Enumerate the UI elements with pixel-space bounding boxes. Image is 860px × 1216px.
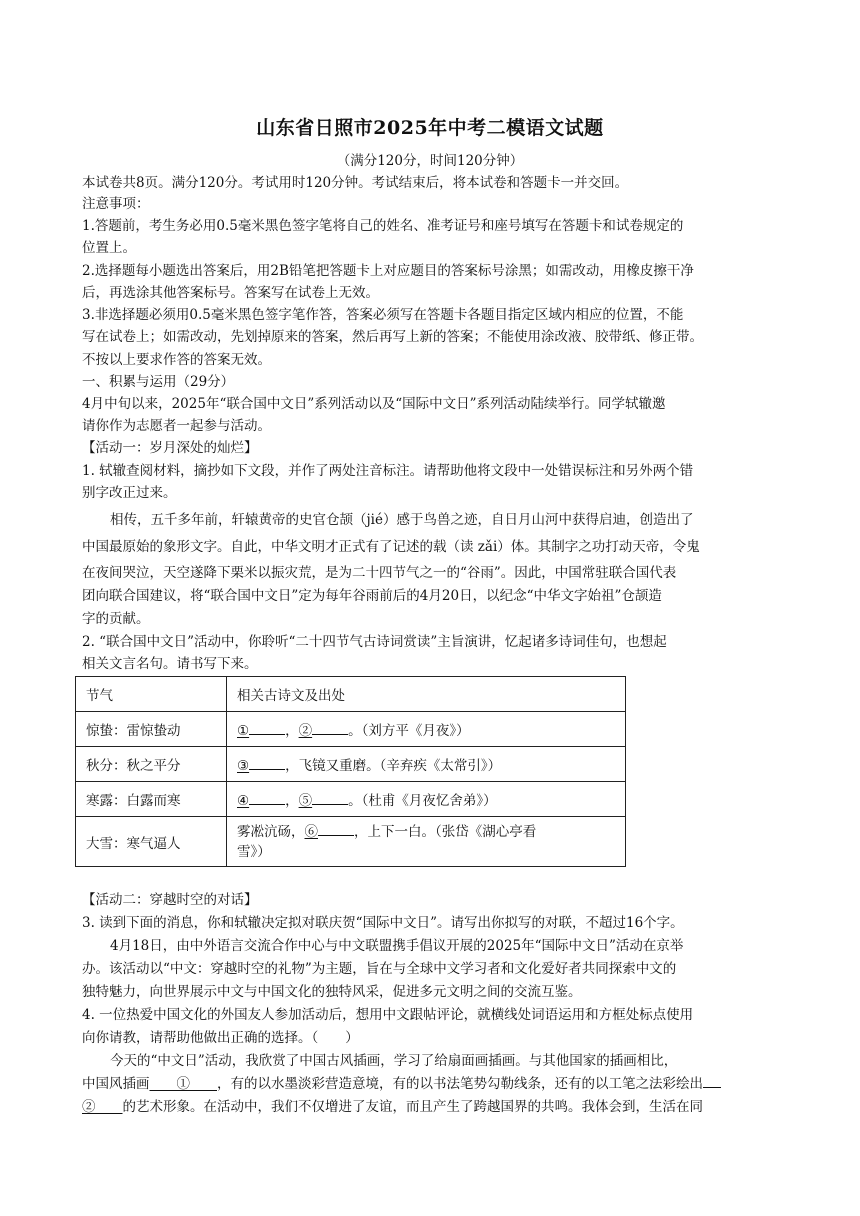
poem-table [75, 676, 626, 867]
page-title: 山东省日照市2025年中考二模语文试题 [256, 117, 604, 139]
intro-line: 后，再选涂其他答案标号。答案写在试卷上无效。 [82, 285, 379, 301]
separator: ， [285, 723, 299, 739]
table-row [76, 747, 626, 782]
reading-line [82, 1074, 721, 1094]
activity-heading: 【活动二：穿越时空的对话】 [82, 892, 258, 908]
passage-line: 字的贡献。 [82, 611, 150, 627]
table-row [76, 712, 626, 747]
poem-cell [227, 747, 626, 782]
solar-term-cell: 秋分：秋之平分 [76, 747, 227, 782]
poem-cell [227, 782, 626, 817]
blank-marker: ② [298, 723, 313, 739]
blank-marker [150, 1076, 218, 1092]
blank-number: ① [176, 1076, 190, 1092]
paragraph-line: 4月中旬以来，2025年“联合国中文日”系列活动以及“国际中文日”系列活动陆续举行。同学轼辙邀 [82, 396, 666, 412]
question-line: 1. 轼辙查阅材料，摘抄如下文段，并作了两处注音标注。请帮助他将文段中一处错误标注和另外两个错 [82, 463, 694, 479]
intro-line: 本试卷共8页。满分120分。考试用时120分钟。考试结束后，将本试卷和答题卡一并交回。 [82, 175, 629, 191]
news-line: 4月18日，由中外语言交流合作中心与中文联盟携手倡议开展的2025年“国际中文日”活动在京举 [110, 938, 684, 954]
passage-line: 在夜间哭泣，天空遂降下栗米以振灾荒，是为二十四节气之一的“谷雨”。因此，中国常驻联合国代表 [82, 565, 677, 581]
intro-line: 不按以上要求作答的答案无效。 [82, 352, 271, 368]
page-subtitle: （满分120分，时间120分钟） [336, 153, 524, 169]
solar-term-cell: 大雪：寒气逼人 [76, 817, 227, 867]
reading-line: 今天的“中文日”活动，我欣赏了中国古风插画，学习了给扇面画插画。与其他国家的插画相比， [110, 1053, 678, 1069]
answer-blank[interactable] [249, 756, 285, 770]
passage-line: 相传，五千多年前，轩辕黄帝的史官仓颉（jié）感于鸟兽之迹，自日月山河中获得启迪，创造出了 [110, 512, 694, 528]
answer-blank[interactable] [312, 721, 348, 735]
blank-marker: ③ [237, 758, 250, 774]
question-line: 相关文言名句。请书写下来。 [82, 656, 258, 672]
table-row [76, 782, 626, 817]
answer-blank[interactable] [249, 791, 285, 805]
table-row [76, 817, 626, 867]
question-line: 别字改正过来。 [82, 485, 177, 501]
passage-line: 中国最原始的象形文字。自此，中华文明才正式有了记述的载（读 zǎi）体。其制字之功打动天帝，令鬼 [82, 539, 700, 555]
answer-blank[interactable] [318, 822, 354, 836]
poem-source: 雪》） [237, 843, 271, 860]
intro-line: 1.答题前，考生务必用0.5毫米黑色签字笔将自己的姓名、准考证号和座号填写在答题卡和试卷规定的 [82, 218, 684, 234]
blank-marker: ⑤ [298, 793, 313, 809]
header-cell: 相关古诗文及出处 [227, 677, 626, 712]
blank-marker: ⑥ [304, 823, 318, 840]
reading-text: ，有的以水墨淡彩营造意境，有的以书法笔势勾勒线条，还有的以工笔之法彩绘出 [217, 1076, 703, 1092]
blank-marker [82, 1099, 123, 1115]
separator: ， [285, 793, 299, 809]
reading-text: 中国风插画 [82, 1076, 150, 1092]
poem-source: ，上下一白。（张岱《湖心亭看 [354, 823, 537, 840]
question-line: 2. “联合国中文日”活动中，你聆听“二十四节气古诗词赏读”主旨演讲，忆起诸多诗词佳句，也想起 [82, 634, 667, 650]
intro-line: 注意事项： [82, 196, 150, 212]
news-line: 办。该活动以“中文：穿越时空的礼物”为主题，旨在与全球中文学习者和文化爱好者共同探索中文的 [82, 961, 677, 977]
answer-blank[interactable] [249, 721, 285, 735]
passage-line: 团向联合国建议，将“联合国中文日”定为每年谷雨前后的4月20日，以纪念“中华文字始祖”仓颉造 [82, 588, 662, 604]
question-line: 向你请教，请帮助他做出正确的选择。（ ） [82, 1030, 359, 1046]
reading-text: 的艺术形象。在活动中，我们不仅增进了友谊，而且产生了跨越国界的共鸣。我体会到，生活在同 [122, 1099, 703, 1115]
question-line: 3. 读到下面的消息，你和轼辙决定拟对联庆贺“国际中文日”。请写出你拟写的对联，不超过16个字。 [82, 915, 684, 931]
table-header-row [76, 677, 626, 712]
poem-source: 。（刘方平《月夜》） [348, 723, 470, 739]
answer-blank[interactable] [312, 791, 348, 805]
intro-line: 写在试卷上；如需改动，先划掉原来的答案，然后再写上新的答案；不能使用涂改液、胶带纸、修正带。 [82, 329, 703, 345]
header-cell: 节气 [76, 677, 227, 712]
paragraph-line: 请你作为志愿者一起参与活动。 [82, 418, 271, 434]
activity-heading: 【活动一：岁月深处的灿烂】 [82, 440, 258, 456]
poem-source: 。（杜甫《月夜忆舍弟》） [348, 793, 497, 809]
intro-line: 2.选择题每小题选出答案后，用2B铅笔把答题卡上对应题目的答案标号涂黑；如需改动，用橡皮擦干净 [82, 263, 694, 279]
section-heading: 一、积累与运用（29分） [82, 374, 235, 390]
poem-cell [227, 712, 626, 747]
intro-line: 3.非选择题必须用0.5毫米黑色签字笔作答，答案必须写在答题卡各题目指定区域内相应的位置，不能 [82, 307, 684, 323]
poem-text: 雾凇沆砀， [237, 823, 305, 840]
solar-term-cell: 惊蛰：雷惊蛰动 [76, 712, 227, 747]
blank-number: ② [82, 1099, 96, 1115]
poem-cell [227, 817, 626, 867]
question-line: 4. 一位热爱中国文化的外国友人参加活动后，想用中文跟帖评论，就横线处词语运用和方框处标点使用 [82, 1007, 694, 1023]
reading-line [82, 1097, 703, 1117]
poem-source: ，飞镜又重磨。（辛弃疾《太常引》） [285, 758, 502, 774]
blank-marker: ④ [237, 793, 250, 809]
news-line: 独特魅力，向世界展示中文与中国文化的独特风采，促进多元文明之间的交流互鉴。 [82, 984, 582, 1000]
blank-marker: ① [237, 723, 250, 739]
solar-term-cell: 寒露：白露而寒 [76, 782, 227, 817]
answer-blank[interactable] [703, 1074, 721, 1088]
intro-line: 位置上。 [82, 240, 136, 256]
